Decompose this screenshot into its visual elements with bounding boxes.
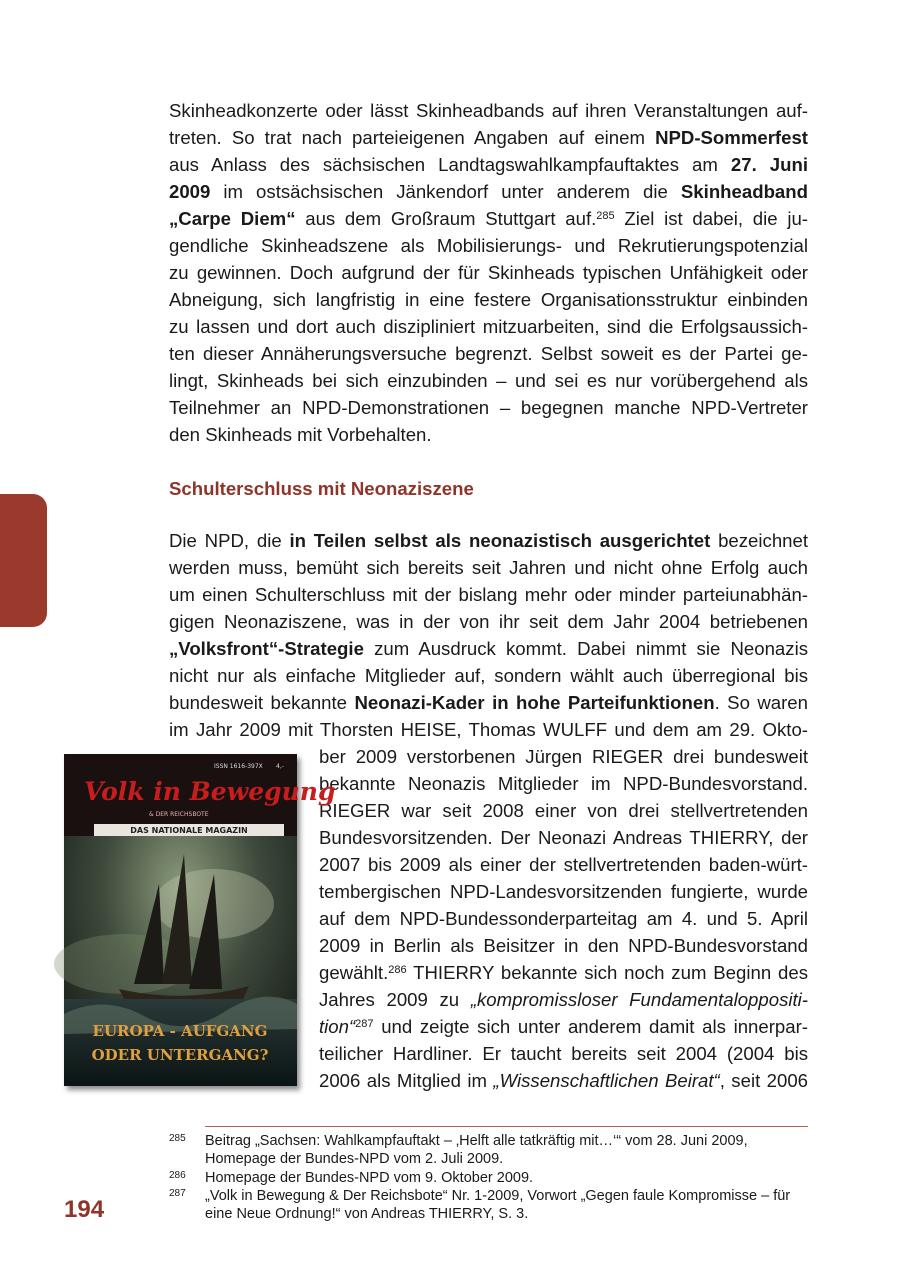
paragraph-neonazi-scene xyxy=(169,527,808,743)
text-line: tembergischen NPD-Landesvorsitzenden fungierte, wurde xyxy=(319,881,808,902)
footnote-number: 285 xyxy=(169,1133,186,1144)
text-line: zu gewinnen. Doch aufgrund der für Skinheads typischen Unfähigkeit oder xyxy=(169,262,808,283)
footnote-ref-285[interactable]: 285 xyxy=(596,210,615,222)
text-line: bundesweit bekannte Neonazi-Kader in hohe Parteifunktionen. So waren xyxy=(169,692,808,713)
text-line: ten dieser Annäherungsversuche begrenzt. Selbst soweit es der Partei ge- xyxy=(169,343,808,364)
text-line: auf dem NPD-Bundessonderparteitag am 4. und 5. April xyxy=(319,908,808,929)
text-line: teilicher Hardliner. Er taucht bereits seit 2004 (2004 bis xyxy=(319,1043,808,1064)
paragraph-continued-beside-image xyxy=(319,743,808,1094)
section-heading: Schulterschluss mit Neonaziszene xyxy=(169,478,474,499)
text-line: Skinheadkonzerte oder lässt Skinheadbands auf ihren Veranstaltungen auf- xyxy=(169,100,808,121)
text-line: gewählt.$^{286}$ THIERRY bekannte sich noch zum Beginn des xyxy=(319,962,808,983)
text-line: treten. So trat nach parteieigenen Angaben auf einem NPD-Sommerfest xyxy=(169,127,808,148)
cover-title-text: Volk in Bewegung xyxy=(84,777,336,806)
text-line: im Jahr 2009 mit Thorsten HEISE, Thomas WULFF und dem am 29. Okto- xyxy=(169,719,808,740)
text-line: den Skinheads mit Vorbehalten. xyxy=(169,424,432,445)
text-line: „Volksfront“-Strategie zum Ausdruck kommt. Dabei nimmt sie Neonazis xyxy=(169,638,808,659)
footnote-number: 286 xyxy=(169,1170,186,1181)
text-line: Abneigung, sich langfristig in eine festere Organisationsstruktur einbinden xyxy=(169,289,808,310)
text-line: gendliche Skinheadszene als Mobilisierungs- und Rekrutierungspotenzial xyxy=(169,235,808,256)
text-line: aus Anlass des sächsischen Landtagswahlkampfauftaktes am 27. Juni xyxy=(169,154,808,175)
text-line: „Carpe Diem“ aus dem Großraum Stuttgart auf.$^{285}$ Ziel ist dabei, die ju- xyxy=(169,208,808,229)
footnote-text: Beitrag „Sachsen: Wahlkampfauftakt – ‚Helft alle tatkräftig mit…‘“ vom 28. Juni 2009, Homepage der Bundes-NPD vom 2. Juli 2009. xyxy=(205,1133,748,1167)
cover-issn-text: ISSN 1616-397X xyxy=(214,763,263,770)
text-line: lingt, Skinheads bei sich einzubinden – und sei es nur vorübergehend als xyxy=(169,370,808,391)
chapter-tab-marker xyxy=(0,494,47,627)
footnote-285 xyxy=(169,1132,809,1168)
text-line: nicht nur als einfache Mitglieder auf, sondern wählt auch überregional bis xyxy=(169,665,808,686)
footnote-287 xyxy=(169,1187,809,1223)
text-line: zu lassen und dort auch diszipliniert mitzuarbeiten, sind die Erfolgsaussich- xyxy=(169,316,808,337)
magazine-cover-image xyxy=(64,754,336,1086)
paragraph-skinheads xyxy=(169,97,808,448)
cover-band-text: DAS NATIONALE MAGAZIN xyxy=(130,826,248,835)
text-line: 2009 in Berlin als Beisitzer in den NPD-Bundesvorstand xyxy=(319,935,808,956)
text-line: 2006 als Mitglied im „Wissenschaftlichen Beirat“, seit 2006 xyxy=(319,1070,809,1091)
cover-subtitle-text: & DER REICHSBOTE xyxy=(149,811,209,818)
text-line: Teilnehmer an NPD-Demonstrationen – begegnen manche NPD-Vertreter xyxy=(169,397,808,418)
cover-bottom-line2: ODER UNTERGANG? xyxy=(91,1046,269,1064)
footnote-text: Homepage der Bundes-NPD vom 9. Oktober 2009. xyxy=(205,1170,534,1186)
text-line: bekannte Neonazis Mitglieder im NPD-Bundesvorstand. xyxy=(319,773,808,794)
text-line: RIEGER war seit 2008 einer von drei stellvertretenden xyxy=(319,800,808,821)
footnote-286 xyxy=(169,1169,809,1187)
footnote-text: „Volk in Bewegung & Der Reichsbote“ Nr. 1-2009, Vorwort „Gegen faule Kompromisse – für eine Neue Ordnung!“ von Andreas THIERRY, S. 3. xyxy=(205,1188,791,1222)
text-line: Jahres 2009 zu „kompromissloser Fundamentaloppositi- xyxy=(319,989,808,1010)
text-line: werden muss, bemüht sich bereits seit Jahren und nicht ohne Erfolg auch xyxy=(169,557,808,578)
footnote-ref-287[interactable]: 287 xyxy=(355,1018,374,1030)
page-number: 194 xyxy=(64,1196,105,1223)
text-line: tion“$^{287}$ und zeigte sich unter anderem damit als innerpar- xyxy=(319,1016,808,1037)
text-line: 2009 im ostsächsischen Jänkendorf unter anderem die Skinheadband xyxy=(169,181,808,202)
text-line: um einen Schulterschluss mit der bislang mehr oder minder parteiunabhän- xyxy=(169,584,808,605)
text-line: 2007 bis 2009 als einer der stellvertretenden baden-würt- xyxy=(319,854,808,875)
footnote-ref-286[interactable]: 286 xyxy=(388,964,407,976)
footnote-divider xyxy=(205,1126,808,1127)
text-line: Bundesvorsitzenden. Der Neonazi Andreas THIERRY, der xyxy=(319,827,808,848)
text-line: ber 2009 verstorbenen Jürgen RIEGER drei bundesweit xyxy=(319,746,808,767)
cover-bottom-line1: EUROPA - AUFGANG xyxy=(92,1022,268,1040)
text-line: Die NPD, die in Teilen selbst als neonazistisch ausgerichtet bezeichnet xyxy=(169,530,809,551)
cover-price-text: 4,- xyxy=(276,763,284,770)
text-line: gigen Neonaziszene, was in der von ihr seit dem Jahr 2004 betriebenen xyxy=(169,611,808,632)
footnote-number: 287 xyxy=(169,1188,186,1199)
